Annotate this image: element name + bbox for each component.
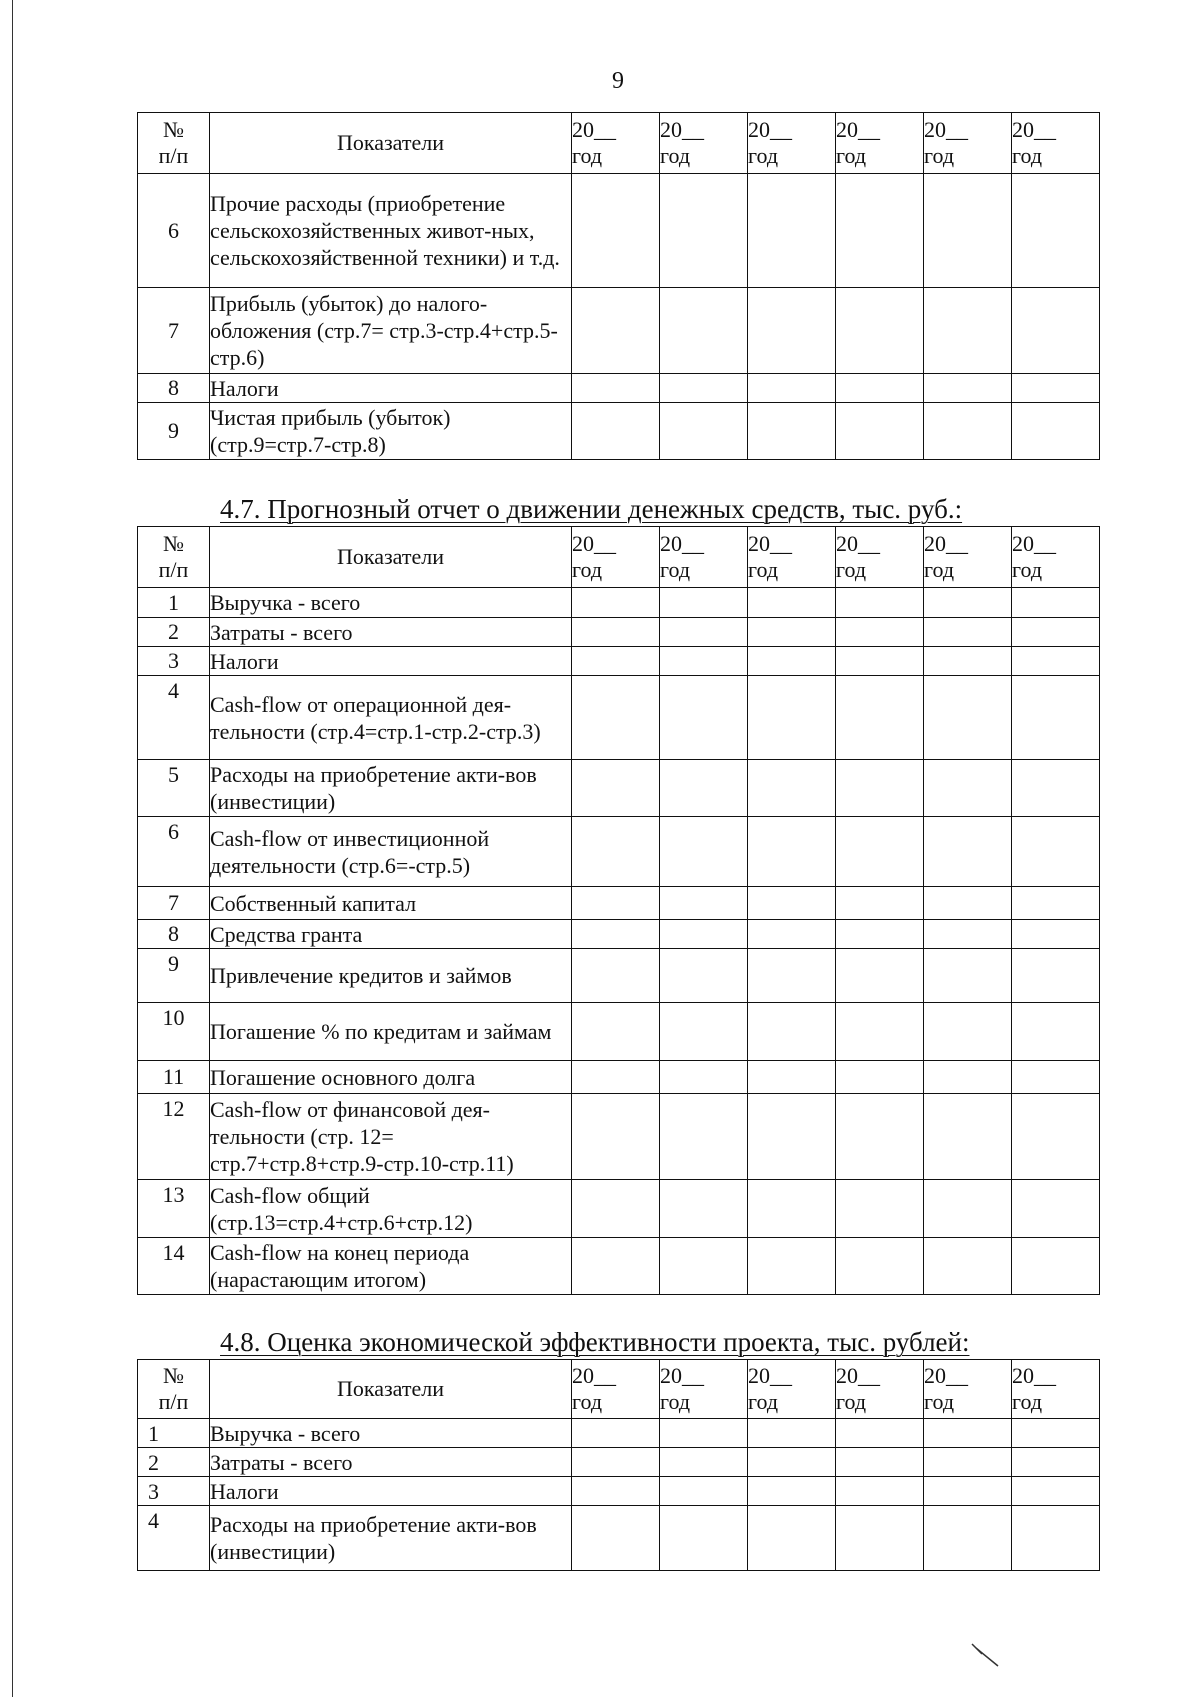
year-header: 20__ год	[748, 1360, 836, 1419]
value-cell[interactable]	[748, 1061, 836, 1094]
row-number: 3	[138, 647, 210, 676]
value-cell[interactable]	[924, 588, 1012, 618]
value-cell[interactable]	[924, 618, 1012, 647]
row-number: 12	[138, 1094, 210, 1180]
value-cell[interactable]	[924, 1061, 1012, 1094]
indicator-label: Собственный капитал	[210, 887, 572, 920]
value-cell[interactable]	[572, 760, 660, 817]
value-cell[interactable]	[836, 403, 924, 460]
value-cell[interactable]	[836, 618, 924, 647]
value-cell[interactable]	[1012, 1419, 1100, 1448]
indicator-label: Выручка - всего	[210, 1419, 572, 1448]
year-header: 20__ год	[924, 1360, 1012, 1419]
value-cell[interactable]	[660, 1506, 748, 1571]
value-cell[interactable]	[572, 1506, 660, 1571]
value-cell[interactable]	[748, 920, 836, 949]
value-cell[interactable]	[836, 1003, 924, 1061]
value-cell[interactable]	[924, 174, 1012, 288]
year-header: 20__ год	[660, 527, 748, 588]
value-cell[interactable]	[572, 920, 660, 949]
value-cell[interactable]	[572, 288, 660, 374]
page-number: 9	[612, 68, 624, 94]
value-cell[interactable]	[748, 618, 836, 647]
table-row	[138, 1180, 1100, 1238]
indicator-label: Затраты - всего	[210, 1448, 572, 1477]
value-cell[interactable]	[660, 1448, 748, 1477]
value-cell[interactable]	[836, 374, 924, 403]
value-cell[interactable]	[748, 887, 836, 920]
income-table-continued	[137, 112, 1100, 460]
value-cell[interactable]	[836, 1448, 924, 1477]
value-cell[interactable]	[924, 1419, 1012, 1448]
row-number: 14	[138, 1238, 210, 1295]
indicator-label: Cash-flow на конец периода (нарастающим итогом)	[210, 1238, 572, 1295]
value-cell[interactable]	[660, 1419, 748, 1448]
value-cell[interactable]	[572, 588, 660, 618]
row-number: 2	[138, 1448, 210, 1477]
value-cell[interactable]	[1012, 588, 1100, 618]
value-cell[interactable]	[748, 1180, 836, 1238]
value-cell[interactable]	[1012, 1477, 1100, 1506]
row-number: 11	[138, 1061, 210, 1094]
number-header: № п/п	[138, 1360, 210, 1419]
value-cell[interactable]	[660, 817, 748, 887]
value-cell[interactable]	[836, 1061, 924, 1094]
value-cell[interactable]	[1012, 920, 1100, 949]
value-cell[interactable]	[1012, 1061, 1100, 1094]
value-cell[interactable]	[924, 403, 1012, 460]
indicator-label: Расходы на приобретение акти-вов (инвестиции)	[210, 760, 572, 817]
table-row	[138, 760, 1100, 817]
value-cell[interactable]	[572, 949, 660, 1003]
value-cell[interactable]	[660, 174, 748, 288]
table-row	[138, 1506, 1100, 1571]
row-number: 7	[138, 288, 210, 374]
value-cell[interactable]	[572, 1448, 660, 1477]
table-row	[138, 618, 1100, 647]
table-row	[138, 887, 1100, 920]
value-cell[interactable]	[836, 676, 924, 760]
value-cell[interactable]	[1012, 174, 1100, 288]
table-row	[138, 1003, 1100, 1061]
year-header: 20__ год	[572, 113, 660, 174]
value-cell[interactable]	[1012, 1238, 1100, 1295]
row-number: 9	[138, 949, 210, 1003]
row-number: 8	[138, 374, 210, 403]
table-row	[138, 1238, 1100, 1295]
value-cell[interactable]	[660, 647, 748, 676]
value-cell[interactable]	[1012, 1506, 1100, 1571]
table-row	[138, 1477, 1100, 1506]
table-row	[138, 403, 1100, 460]
value-cell[interactable]	[660, 1061, 748, 1094]
value-cell[interactable]	[1012, 760, 1100, 817]
row-number: 8	[138, 920, 210, 949]
value-cell[interactable]	[748, 1448, 836, 1477]
efficiency-section-title: 4.8. Оценка экономической эффективности проекта, тыс. рублей:	[220, 1327, 970, 1357]
value-cell[interactable]	[836, 288, 924, 374]
table-row	[138, 288, 1100, 374]
value-cell[interactable]	[1012, 1448, 1100, 1477]
row-number: 7	[138, 887, 210, 920]
indicator-label: Чистая прибыль (убыток) (стр.9=стр.7-стр.8)	[210, 403, 572, 460]
row-number: 1	[138, 588, 210, 618]
year-header: 20__ год	[748, 113, 836, 174]
value-cell[interactable]	[1012, 817, 1100, 887]
table-row	[138, 1419, 1100, 1448]
number-header: № п/п	[138, 113, 210, 174]
row-number: 13	[138, 1180, 210, 1238]
indicator-label: Cash-flow от инвестиционной деятельности (стр.6=-стр.5)	[210, 817, 572, 887]
row-number: 2	[138, 618, 210, 647]
value-cell[interactable]	[748, 403, 836, 460]
year-header: 20__ год	[836, 113, 924, 174]
table-row	[138, 676, 1100, 760]
year-header: 20__ год	[924, 527, 1012, 588]
value-cell[interactable]	[660, 676, 748, 760]
value-cell[interactable]	[924, 647, 1012, 676]
value-cell[interactable]	[748, 374, 836, 403]
indicator-label: Cash-flow от финансовой дея-тельности (стр. 12= стр.7+стр.8+стр.9-стр.10-стр.11)	[210, 1094, 572, 1180]
table-row	[138, 920, 1100, 949]
value-cell[interactable]	[836, 174, 924, 288]
value-cell[interactable]	[924, 920, 1012, 949]
row-number: 6	[138, 817, 210, 887]
year-header: 20__ год	[1012, 113, 1100, 174]
value-cell[interactable]	[572, 1477, 660, 1506]
value-cell[interactable]	[748, 1506, 836, 1571]
value-cell[interactable]	[660, 887, 748, 920]
value-cell[interactable]	[660, 618, 748, 647]
value-cell[interactable]	[660, 1003, 748, 1061]
value-cell[interactable]	[660, 374, 748, 403]
year-header: 20__ год	[924, 113, 1012, 174]
value-cell[interactable]	[660, 920, 748, 949]
value-cell[interactable]	[924, 887, 1012, 920]
value-cell[interactable]	[660, 588, 748, 618]
value-cell[interactable]	[748, 760, 836, 817]
header-row	[138, 113, 1100, 174]
value-cell[interactable]	[660, 403, 748, 460]
row-number: 4	[138, 676, 210, 760]
value-cell[interactable]	[572, 1419, 660, 1448]
value-cell[interactable]	[572, 1094, 660, 1180]
table-row	[138, 374, 1100, 403]
value-cell[interactable]	[836, 817, 924, 887]
value-cell[interactable]	[1012, 374, 1100, 403]
indicator-label: Прибыль (убыток) до налого-обложения (стр.7= стр.3-стр.4+стр.5-стр.6)	[210, 288, 572, 374]
efficiency-table	[137, 1359, 1100, 1571]
value-cell[interactable]	[924, 1094, 1012, 1180]
value-cell[interactable]	[1012, 288, 1100, 374]
value-cell[interactable]	[572, 618, 660, 647]
indicator-header: Показатели	[210, 527, 572, 588]
table-row	[138, 817, 1100, 887]
table-row	[138, 1094, 1100, 1180]
table-row	[138, 174, 1100, 288]
year-header: 20__ год	[660, 113, 748, 174]
row-number: 3	[138, 1477, 210, 1506]
value-cell[interactable]	[1012, 618, 1100, 647]
value-cell[interactable]	[836, 1506, 924, 1571]
value-cell[interactable]	[836, 949, 924, 1003]
value-cell[interactable]	[1012, 676, 1100, 760]
value-cell[interactable]	[836, 588, 924, 618]
value-cell[interactable]	[836, 760, 924, 817]
value-cell[interactable]	[572, 676, 660, 760]
value-cell[interactable]	[924, 1180, 1012, 1238]
value-cell[interactable]	[924, 760, 1012, 817]
value-cell[interactable]	[1012, 403, 1100, 460]
value-cell[interactable]	[572, 887, 660, 920]
indicator-label: Налоги	[210, 374, 572, 403]
value-cell[interactable]	[1012, 949, 1100, 1003]
value-cell[interactable]	[924, 288, 1012, 374]
indicator-label: Привлечение кредитов и займов	[210, 949, 572, 1003]
indicator-header: Показатели	[210, 1360, 572, 1419]
value-cell[interactable]	[748, 647, 836, 676]
value-cell[interactable]	[748, 288, 836, 374]
row-number: 10	[138, 1003, 210, 1061]
value-cell[interactable]	[836, 920, 924, 949]
table-row	[138, 1448, 1100, 1477]
value-cell[interactable]	[1012, 1003, 1100, 1061]
header-row	[138, 1360, 1100, 1419]
indicator-label: Налоги	[210, 1477, 572, 1506]
number-header: № п/п	[138, 527, 210, 588]
table-row	[138, 588, 1100, 618]
row-number: 5	[138, 760, 210, 817]
value-cell[interactable]	[572, 174, 660, 288]
value-cell[interactable]	[660, 288, 748, 374]
table-row	[138, 647, 1100, 676]
value-cell[interactable]	[924, 374, 1012, 403]
indicator-label: Выручка - всего	[210, 588, 572, 618]
value-cell[interactable]	[924, 817, 1012, 887]
value-cell[interactable]	[836, 1419, 924, 1448]
value-cell[interactable]	[748, 1238, 836, 1295]
year-header: 20__ год	[748, 527, 836, 588]
value-cell[interactable]	[660, 1094, 748, 1180]
value-cell[interactable]	[836, 1180, 924, 1238]
value-cell[interactable]	[924, 676, 1012, 760]
value-cell[interactable]	[1012, 1180, 1100, 1238]
year-header: 20__ год	[1012, 1360, 1100, 1419]
value-cell[interactable]	[748, 1003, 836, 1061]
value-cell[interactable]	[572, 1003, 660, 1061]
scan-edge-line	[12, 0, 13, 1697]
value-cell[interactable]	[748, 949, 836, 1003]
indicator-label: Cash-flow общий (стр.13=стр.4+стр.6+стр.12)	[210, 1180, 572, 1238]
indicator-label: Расходы на приобретение акти-вов (инвестиции)	[210, 1506, 572, 1571]
year-header: 20__ год	[572, 527, 660, 588]
value-cell[interactable]	[836, 1477, 924, 1506]
value-cell[interactable]	[572, 817, 660, 887]
indicator-label: Cash-flow от операционной дея-тельности (стр.4=стр.1-стр.2-стр.3)	[210, 676, 572, 760]
indicator-header: Показатели	[210, 113, 572, 174]
value-cell[interactable]	[924, 1003, 1012, 1061]
indicator-label: Погашение основного долга	[210, 1061, 572, 1094]
value-cell[interactable]	[836, 647, 924, 676]
value-cell[interactable]	[924, 949, 1012, 1003]
value-cell[interactable]	[572, 647, 660, 676]
cashflow-table	[137, 526, 1100, 1295]
year-header: 20__ год	[660, 1360, 748, 1419]
value-cell[interactable]	[1012, 1094, 1100, 1180]
header-row	[138, 527, 1100, 588]
value-cell[interactable]	[748, 174, 836, 288]
year-header: 20__ год	[836, 1360, 924, 1419]
indicator-label: Налоги	[210, 647, 572, 676]
value-cell[interactable]	[748, 1094, 836, 1180]
value-cell[interactable]	[572, 374, 660, 403]
value-cell[interactable]	[836, 1238, 924, 1295]
value-cell[interactable]	[924, 1506, 1012, 1571]
value-cell[interactable]	[660, 1180, 748, 1238]
value-cell[interactable]	[748, 676, 836, 760]
value-cell[interactable]	[748, 588, 836, 618]
value-cell[interactable]	[572, 1180, 660, 1238]
indicator-label: Прочие расходы (приобретение сельскохозяйственных живот-ных, сельскохозяйственной техники) и т.д.	[210, 174, 572, 288]
value-cell[interactable]	[660, 760, 748, 817]
year-header: 20__ год	[836, 527, 924, 588]
value-cell[interactable]	[572, 1061, 660, 1094]
row-number: 9	[138, 403, 210, 460]
value-cell[interactable]	[836, 887, 924, 920]
indicator-label: Погашение % по кредитам и займам	[210, 1003, 572, 1061]
indicator-label: Средства гранта	[210, 920, 572, 949]
value-cell[interactable]	[748, 1477, 836, 1506]
value-cell[interactable]	[660, 1238, 748, 1295]
value-cell[interactable]	[660, 949, 748, 1003]
pen-mark-icon	[968, 1640, 1008, 1670]
value-cell[interactable]	[572, 403, 660, 460]
indicator-label: Затраты - всего	[210, 618, 572, 647]
cashflow-section-title: 4.7. Прогнозный отчет о движении денежных средств, тыс. руб.:	[220, 494, 963, 524]
value-cell[interactable]	[1012, 887, 1100, 920]
row-number: 6	[138, 174, 210, 288]
table-row	[138, 1061, 1100, 1094]
year-header: 20__ год	[572, 1360, 660, 1419]
value-cell[interactable]	[924, 1238, 1012, 1295]
value-cell[interactable]	[748, 817, 836, 887]
table-row	[138, 949, 1100, 1003]
value-cell[interactable]	[748, 1419, 836, 1448]
year-header: 20__ год	[1012, 527, 1100, 588]
value-cell[interactable]	[836, 1094, 924, 1180]
row-number: 1	[138, 1419, 210, 1448]
value-cell[interactable]	[1012, 647, 1100, 676]
row-number: 4	[138, 1506, 210, 1571]
value-cell[interactable]	[924, 1477, 1012, 1506]
value-cell[interactable]	[924, 1448, 1012, 1477]
value-cell[interactable]	[660, 1477, 748, 1506]
value-cell[interactable]	[572, 1238, 660, 1295]
